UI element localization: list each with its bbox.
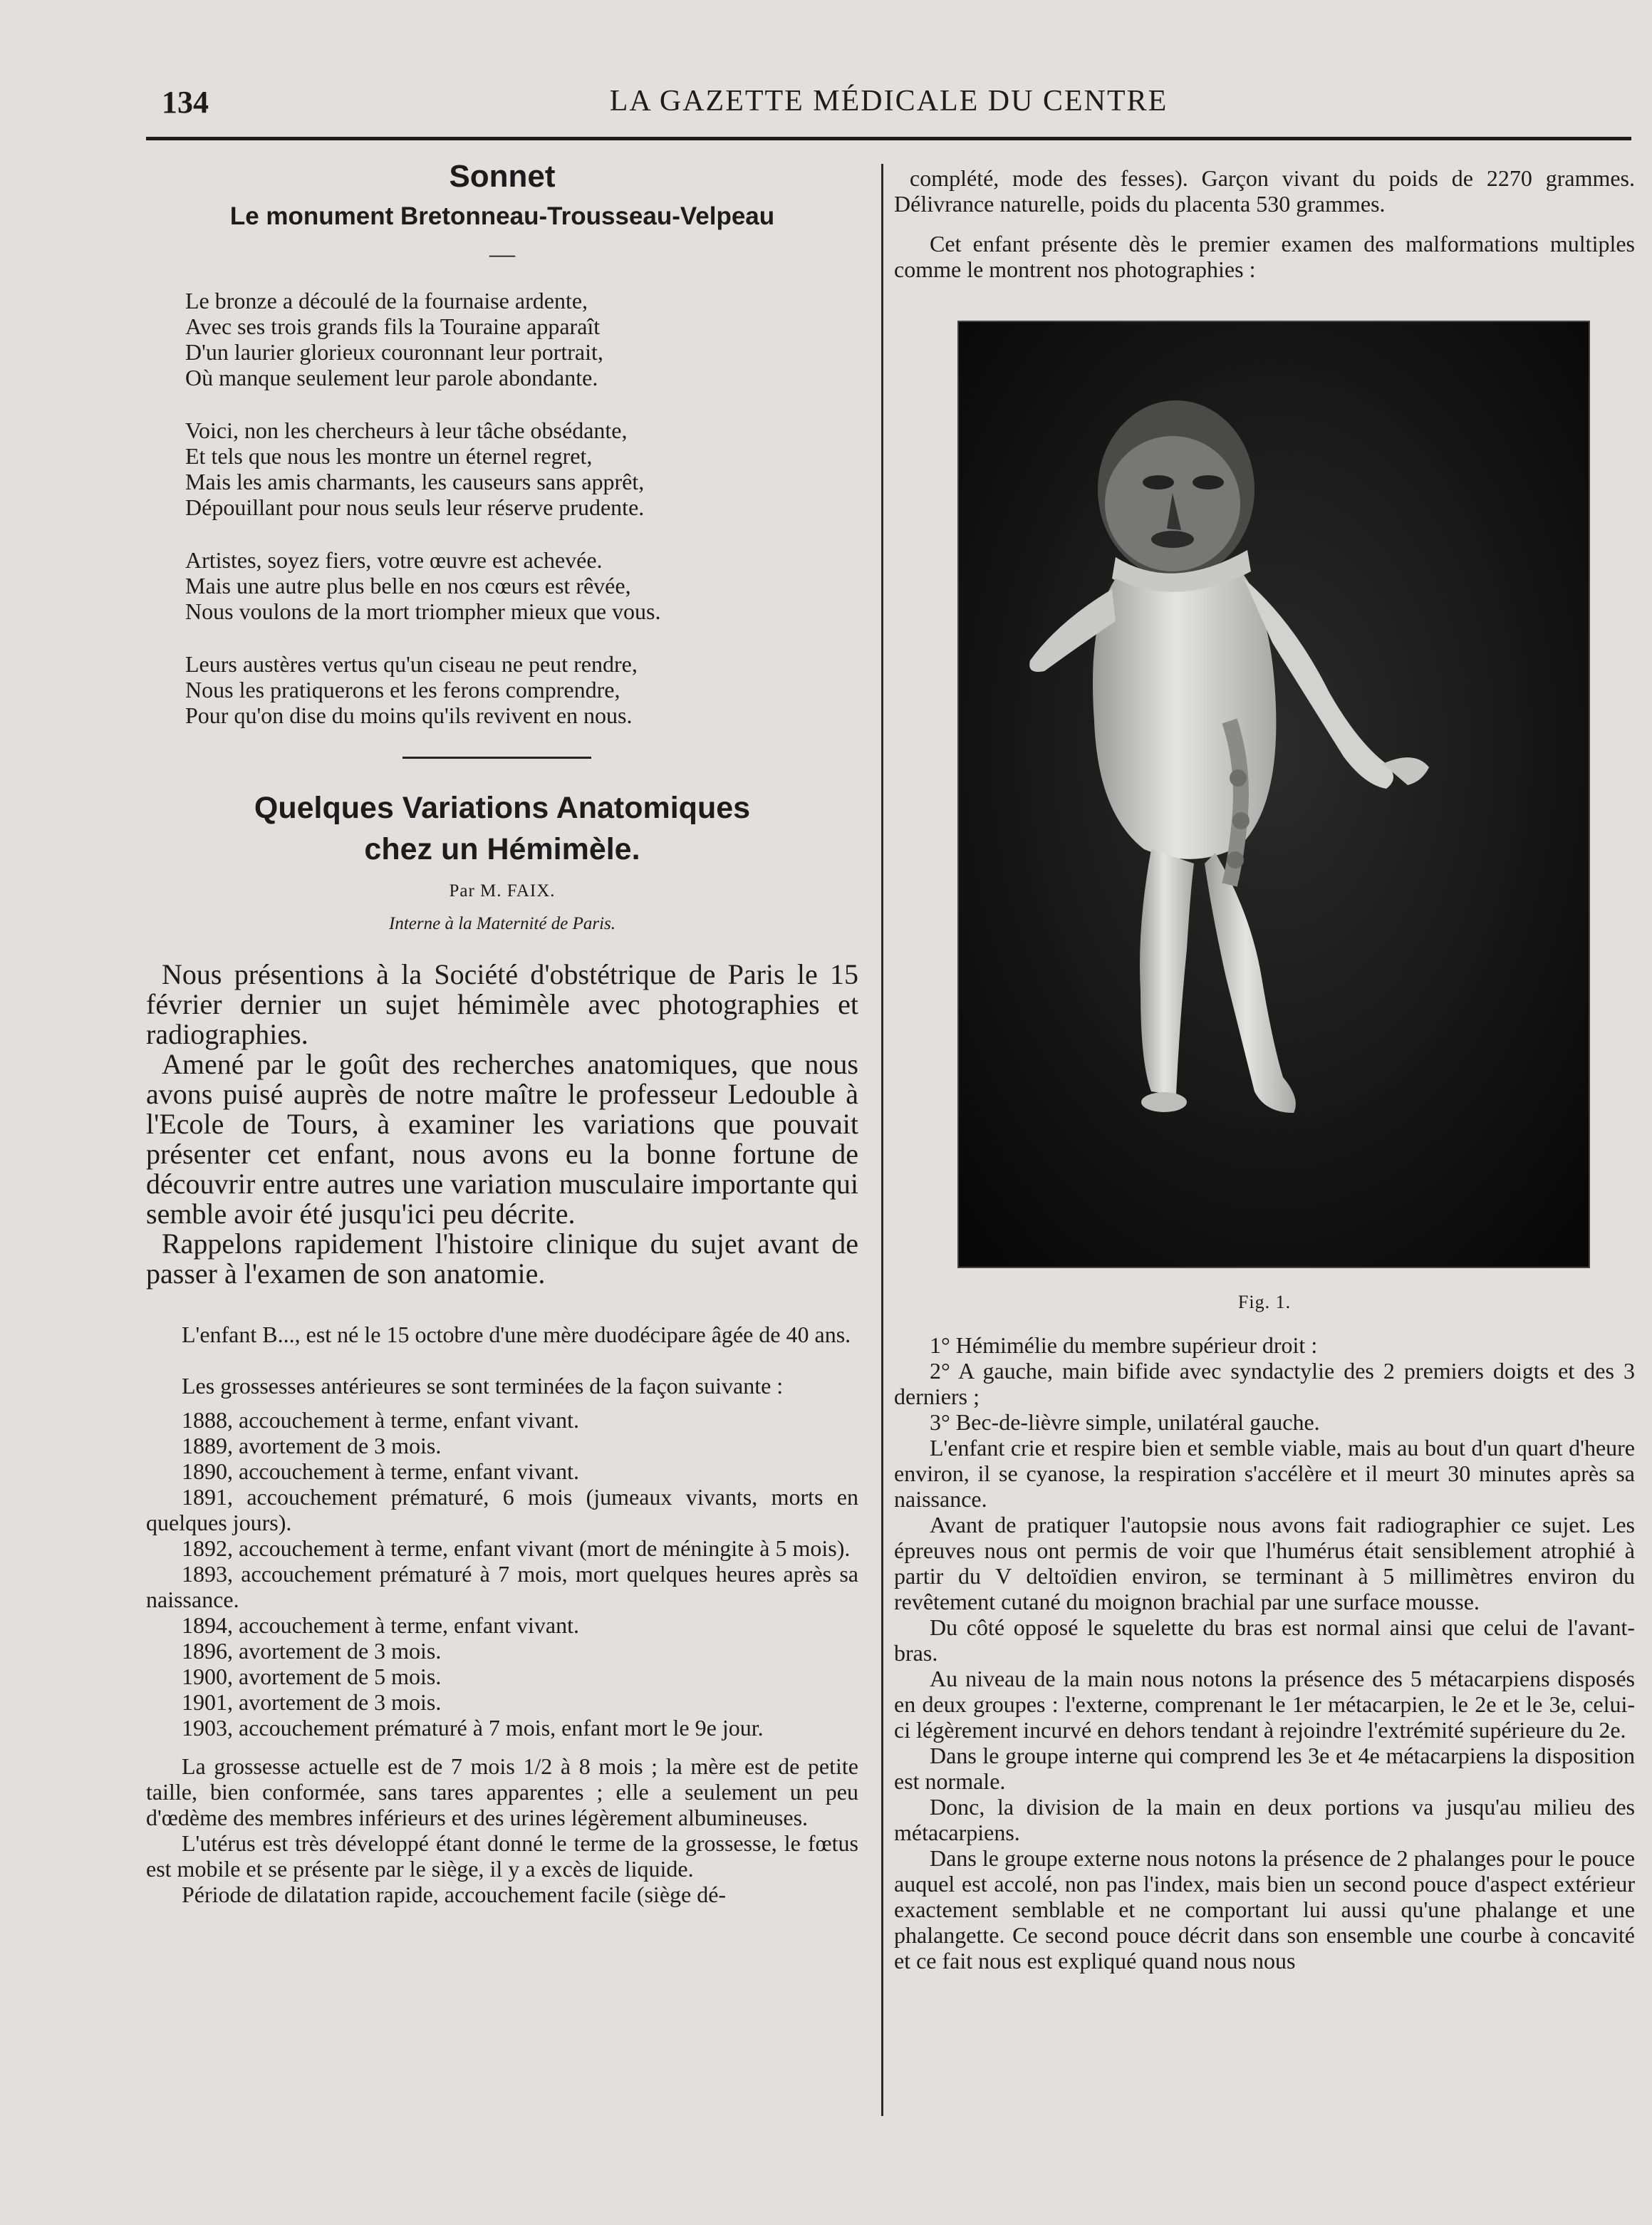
header-rule bbox=[146, 137, 1631, 140]
verse-line: Nous voulons de la mort triompher mieux que vous. bbox=[185, 598, 661, 624]
sonnet-poem bbox=[146, 288, 858, 728]
right-column bbox=[894, 165, 1635, 1974]
article-title-line: Quelques Variations Anatomiques bbox=[254, 791, 751, 825]
photograph-figure bbox=[957, 321, 1590, 1268]
verse-line: D'un laurier glorieux couronnant leur portrait, bbox=[185, 339, 603, 365]
article-title-line: chez un Hémimèle. bbox=[364, 832, 640, 866]
list-item: 1890, accouchement à terme, enfant vivant. bbox=[182, 1458, 579, 1484]
verse-line: Où manque seulement leur parole abondante. bbox=[185, 365, 598, 390]
stanza bbox=[185, 547, 858, 624]
paragraph: Donc, la division de la main en deux portions va jusqu'au milieu des métacarpiens. bbox=[894, 1794, 1635, 1845]
paragraph: Cet enfant présente dès le premier examen des malformations multiples comme le montrent nos photographies : bbox=[894, 231, 1635, 282]
paragraph: Au niveau de la main nous notons la présence des 5 métacarpiens disposés en deux groupes : l'externe, comprenant le 1er métacarpien, le 2e et le 3e, celui-ci légèrement incurvé en dehors tendant à rejoindre l'extrémité supérieure du 2e. bbox=[894, 1666, 1635, 1743]
paragraph: La grossesse actuelle est de 7 mois 1/2 à 8 mois ; la mère est de petite taille, bien conformée, sans tares apparentes ; elle a seulement un peu d'œdème des membres inférieurs et des urines légèrement albumineuses. bbox=[146, 1753, 858, 1830]
list-item: 1896, avortement de 3 mois. bbox=[182, 1638, 442, 1664]
verse-line: Voici, non les chercheurs à leur tâche obsédante, bbox=[185, 417, 628, 443]
stanza bbox=[185, 651, 858, 728]
stanza bbox=[185, 417, 858, 520]
verse-line: Mais une autre plus belle en nos cœurs est rêvée, bbox=[185, 573, 631, 598]
list-item: 1901, avortement de 3 mois. bbox=[182, 1689, 442, 1715]
verse-line: Avec ses trois grands fils la Touraine apparaît bbox=[185, 313, 601, 339]
paragraph: Avant de pratiquer l'autopsie nous avons fait radiographier ce sujet. Les épreuves nous ont permis de voir que l'humérus était sensiblement atrophié à partir du V deltoïdien environ, se terminant à 5 millimètres environ du revêtement cutané du moignon brachial par une surface mousse. bbox=[894, 1512, 1635, 1614]
sonnet-subtitle: Le monument Bretonneau-Trousseau-Velpeau bbox=[229, 202, 775, 230]
list-item: 1893, accouchement prématuré à 7 mois, mort quelques heures après sa naissance. bbox=[146, 1561, 858, 1612]
page-header bbox=[146, 84, 1631, 127]
stanza bbox=[185, 288, 858, 390]
paragraph: complété, mode des fesses). Garçon vivant du poids de 2270 grammes. Délivrance naturelle, poids du placenta 530 grammes. bbox=[894, 165, 1635, 217]
paragraph: L'utérus est très développé étant donné le terme de la grossesse, le fœtus est mobile et se présente par le siège, il y a excès de liquide. bbox=[146, 1830, 858, 1882]
verse-line: Dépouillant pour nous seuls leur réserve prudente. bbox=[185, 494, 645, 520]
intro-paragraph: Rappelons rapidement l'histoire clinique du sujet avant de passer à l'examen de son anatomie. bbox=[146, 1228, 858, 1290]
article-title bbox=[146, 787, 858, 870]
paragraph: Dans le groupe interne qui comprend les 3e et 4e métacarpiens la disposition est normale. bbox=[894, 1743, 1635, 1794]
left-column bbox=[146, 159, 858, 1907]
article-byline: Par M. FAIX. bbox=[449, 881, 556, 901]
paragraph: 3° Bec-de-lièvre simple, unilatéral gauche. bbox=[930, 1409, 1320, 1435]
column-divider bbox=[881, 164, 883, 2116]
paragraph: Dans le groupe externe nous notons la présence de 2 phalanges pour le pouce auquel est accolé, non pas l'index, mais bien un second pouce d'aspect extérieur exactement semblable et ne comportant lui aussi qu'une phalange et une phalangette. Ce second pouce décrit dans son ensemble une courbe à concavité et ce fait nous est expliqué quand nous nous bbox=[894, 1845, 1635, 1974]
infant-photograph bbox=[959, 322, 1589, 1267]
paragraph: 1° Hémimélie du membre supérieur droit : bbox=[930, 1332, 1318, 1358]
sonnet-title: Sonnet bbox=[449, 159, 556, 194]
paragraph: Les grossesses antérieures se sont terminées de la façon suivante : bbox=[182, 1373, 784, 1399]
intro-paragraph: Amené par le goût des recherches anatomiques, que nous avons puisé auprès de notre maître le professeur Ledouble à l'Ecole de Tours, à examiner les variations que pouvait présenter cet enfant, nous avons eu la bonne fortune de découvrir entre autres une variation musculaire importante qui semble avoir été jusqu'ici peu décrite. bbox=[146, 1048, 858, 1230]
paragraph: 2° A gauche, main bifide avec syndactylie des 2 premiers doigts et des 3 derniers ; bbox=[894, 1358, 1635, 1409]
verse-line: Le bronze a découlé de la fournaise ardente, bbox=[185, 288, 588, 313]
verse-line: Leurs austères vertus qu'un ciseau ne peut rendre, bbox=[185, 651, 638, 677]
list-item: 1903, accouchement prématuré à 7 mois, enfant mort le 9e jour. bbox=[182, 1715, 764, 1741]
intro-paragraph: Nous présentions à la Société d'obstétrique de Paris le 15 février dernier un sujet hémimèle avec photographies et radiographies. bbox=[146, 958, 858, 1050]
verse-line: Et tels que nous les montre un éternel regret, bbox=[185, 443, 593, 469]
verse-line: Pour qu'on dise du moins qu'ils revivent en nous. bbox=[185, 702, 633, 728]
paragraph: Du côté opposé le squelette du bras est normal ainsi que celui de l'avant-bras. bbox=[894, 1614, 1635, 1666]
article-affiliation: Interne à la Maternité de Paris. bbox=[389, 914, 615, 933]
journal-title: LA GAZETTE MÉDICALE DU CENTRE bbox=[609, 85, 1168, 118]
list-item: 1900, avortement de 5 mois. bbox=[182, 1664, 442, 1689]
article-intro bbox=[146, 960, 858, 1289]
list-item: 1888, accouchement à terme, enfant vivant. bbox=[182, 1407, 579, 1433]
list-item: 1892, accouchement à terme, enfant vivant (mort de méningite à 5 mois). bbox=[182, 1535, 851, 1561]
list-item: 1891, accouchement prématuré, 6 mois (jumeaux vivants, morts en quelques jours). bbox=[146, 1484, 858, 1535]
verse-line: Mais les amis charmants, les causeurs sans apprêt, bbox=[185, 469, 645, 494]
paragraph: L'enfant crie et respire bien et semble viable, mais au bout d'un quart d'heure environ, il se cyanose, la respiration s'accélère et il meurt 30 minutes après sa naissance. bbox=[894, 1435, 1635, 1512]
list-item: 1894, accouchement à terme, enfant vivant. bbox=[182, 1612, 579, 1638]
verse-line: Nous les pratiquerons et les ferons comprendre, bbox=[185, 677, 620, 702]
sonnet-dash: — bbox=[489, 239, 515, 268]
paragraph: L'enfant B..., est né le 15 octobre d'une mère duodécipare âgée de 40 ans. bbox=[182, 1322, 851, 1347]
pregnancy-list bbox=[146, 1407, 858, 1741]
list-item: 1889, avortement de 3 mois. bbox=[182, 1433, 442, 1458]
page-number: 134 bbox=[162, 85, 209, 120]
section-separator bbox=[402, 757, 591, 759]
figure-caption: Fig. 1. bbox=[1237, 1292, 1292, 1312]
verse-line: Artistes, soyez fiers, votre œuvre est achevée. bbox=[185, 547, 603, 573]
paragraph: Période de dilatation rapide, accouchement facile (siège dé- bbox=[182, 1882, 727, 1907]
